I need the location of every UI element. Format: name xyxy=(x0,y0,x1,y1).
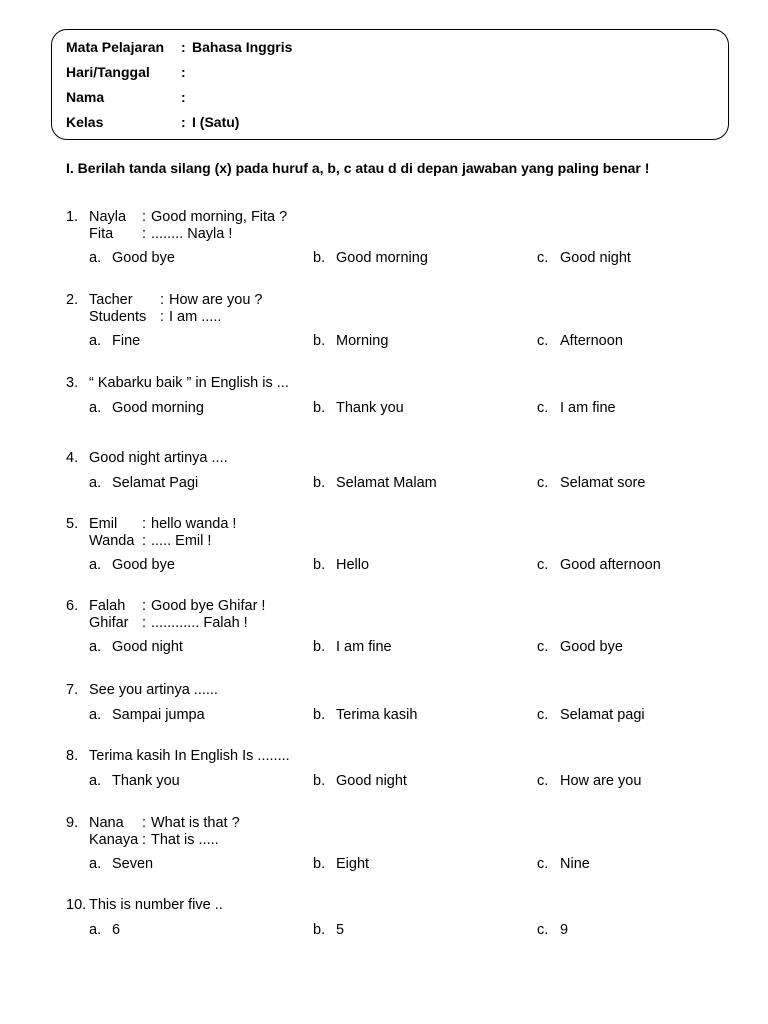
dialog-colon: : xyxy=(160,292,165,308)
option-text: Good morning xyxy=(112,400,204,416)
dialog-text: What is that ? xyxy=(151,815,240,831)
dialog-text: Good morning, Fita ? xyxy=(151,209,288,225)
question-text: Good night artinya .... xyxy=(89,450,228,466)
question-number: 9. xyxy=(66,815,79,831)
question-text: See you artinya ...... xyxy=(89,682,218,698)
question-number: 4. xyxy=(66,450,79,466)
option-letter: c. xyxy=(537,707,549,723)
class-colon: : xyxy=(181,114,186,130)
date-colon: : xyxy=(181,64,186,80)
dialog-colon: : xyxy=(160,309,165,325)
option-text: How are you xyxy=(560,773,642,789)
option-letter: a. xyxy=(89,250,102,266)
class-value: I (Satu) xyxy=(192,114,240,130)
option-letter: b. xyxy=(313,250,326,266)
option-text: Good night xyxy=(336,773,407,789)
option-letter: c. xyxy=(537,557,549,573)
dialog-text: ............ Falah ! xyxy=(151,615,248,631)
option-letter: c. xyxy=(537,250,549,266)
question-number: 5. xyxy=(66,516,79,532)
option-text: Nine xyxy=(560,856,590,872)
option-letter: b. xyxy=(313,922,326,938)
question-number: 7. xyxy=(66,682,79,698)
question-number: 10. xyxy=(66,897,87,913)
dialog-colon: : xyxy=(142,516,147,532)
dialog-colon: : xyxy=(142,832,147,848)
option-text: I am fine xyxy=(336,639,392,655)
option-text: Morning xyxy=(336,333,389,349)
option-letter: b. xyxy=(313,773,326,789)
question-text: “ Kabarku baik ” in English is ... xyxy=(89,375,289,391)
dialog-text: ..... Emil ! xyxy=(151,533,212,549)
date-label: Hari/Tanggal xyxy=(66,64,150,80)
option-text: Good night xyxy=(560,250,631,266)
dialog-text: hello wanda ! xyxy=(151,516,237,532)
option-letter: a. xyxy=(89,773,102,789)
option-text: Good bye xyxy=(560,639,623,655)
option-letter: a. xyxy=(89,333,102,349)
name-colon: : xyxy=(181,89,186,105)
question-number: 1. xyxy=(66,209,79,225)
class-label: Kelas xyxy=(66,114,104,130)
question-number: 8. xyxy=(66,748,79,764)
option-text: Thank you xyxy=(112,773,180,789)
option-text: Afternoon xyxy=(560,333,623,349)
dialog-colon: : xyxy=(142,209,147,225)
option-text: Thank you xyxy=(336,400,404,416)
option-text: Fine xyxy=(112,333,141,349)
option-text: I am fine xyxy=(560,400,616,416)
option-text: Good bye xyxy=(112,557,175,573)
option-letter: b. xyxy=(313,475,326,491)
dialog-colon: : xyxy=(142,815,147,831)
instruction-text: I. Berilah tanda silang (x) pada huruf a, b, c atau d di depan jawaban yang paling benar ! xyxy=(66,160,650,176)
dialog-text: Good bye Ghifar ! xyxy=(151,598,266,614)
subject-colon: : xyxy=(181,39,186,55)
option-letter: c. xyxy=(537,400,549,416)
option-text: Good bye xyxy=(112,250,175,266)
option-letter: b. xyxy=(313,707,326,723)
option-letter: a. xyxy=(89,475,102,491)
question-text: This is number five .. xyxy=(89,897,223,913)
option-text: Good afternoon xyxy=(560,557,661,573)
option-text: Seven xyxy=(112,856,154,872)
option-text: Good night xyxy=(112,639,183,655)
dialog-speaker: Nana xyxy=(89,815,124,831)
option-letter: b. xyxy=(313,856,326,872)
dialog-text: How are you ? xyxy=(169,292,263,308)
option-text: Selamat Pagi xyxy=(112,475,199,491)
option-letter: a. xyxy=(89,922,102,938)
dialog-speaker: Tacher xyxy=(89,292,133,308)
option-letter: b. xyxy=(313,557,326,573)
question-text: Terima kasih In English Is ........ xyxy=(89,748,290,764)
option-text: Selamat sore xyxy=(560,475,646,491)
option-letter: a. xyxy=(89,856,102,872)
dialog-speaker: Students xyxy=(89,309,147,325)
name-label: Nama xyxy=(66,89,105,105)
option-letter: a. xyxy=(89,557,102,573)
option-letter: c. xyxy=(537,773,549,789)
option-letter: b. xyxy=(313,400,326,416)
option-text: Sampai jumpa xyxy=(112,707,205,723)
dialog-speaker: Wanda xyxy=(89,533,135,549)
dialog-speaker: Kanaya xyxy=(89,832,139,848)
dialog-speaker: Nayla xyxy=(89,209,127,225)
option-text: Eight xyxy=(336,856,370,872)
option-letter: c. xyxy=(537,333,549,349)
dialog-colon: : xyxy=(142,533,147,549)
question-number: 6. xyxy=(66,598,79,614)
option-letter: c. xyxy=(537,639,549,655)
dialog-speaker: Ghifar xyxy=(89,615,129,631)
option-letter: a. xyxy=(89,707,102,723)
dialog-text: ........ Nayla ! xyxy=(151,226,233,242)
option-text: 9 xyxy=(560,922,569,938)
option-letter: b. xyxy=(313,639,326,655)
subject-value: Bahasa Inggris xyxy=(192,39,293,55)
dialog-speaker: Falah xyxy=(89,598,126,614)
dialog-speaker: Fita xyxy=(89,226,114,242)
dialog-colon: : xyxy=(142,598,147,614)
option-letter: a. xyxy=(89,400,102,416)
option-letter: a. xyxy=(89,639,102,655)
option-letter: c. xyxy=(537,922,549,938)
option-text: Selamat Malam xyxy=(336,475,437,491)
option-letter: c. xyxy=(537,475,549,491)
dialog-colon: : xyxy=(142,226,147,242)
option-text: Selamat pagi xyxy=(560,707,645,723)
option-text: Hello xyxy=(336,557,370,573)
option-letter: c. xyxy=(537,856,549,872)
option-letter: b. xyxy=(313,333,326,349)
option-text: 6 xyxy=(112,922,121,938)
question-number: 3. xyxy=(66,375,79,391)
dialog-text: That is ..... xyxy=(151,832,219,848)
dialog-speaker: Emil xyxy=(89,516,118,532)
subject-label: Mata Pelajaran xyxy=(66,39,165,55)
dialog-colon: : xyxy=(142,615,147,631)
question-number: 2. xyxy=(66,292,79,308)
option-text: 5 xyxy=(336,922,345,938)
option-text: Good morning xyxy=(336,250,428,266)
option-text: Terima kasih xyxy=(336,707,418,723)
dialog-text: I am ..... xyxy=(169,309,222,325)
